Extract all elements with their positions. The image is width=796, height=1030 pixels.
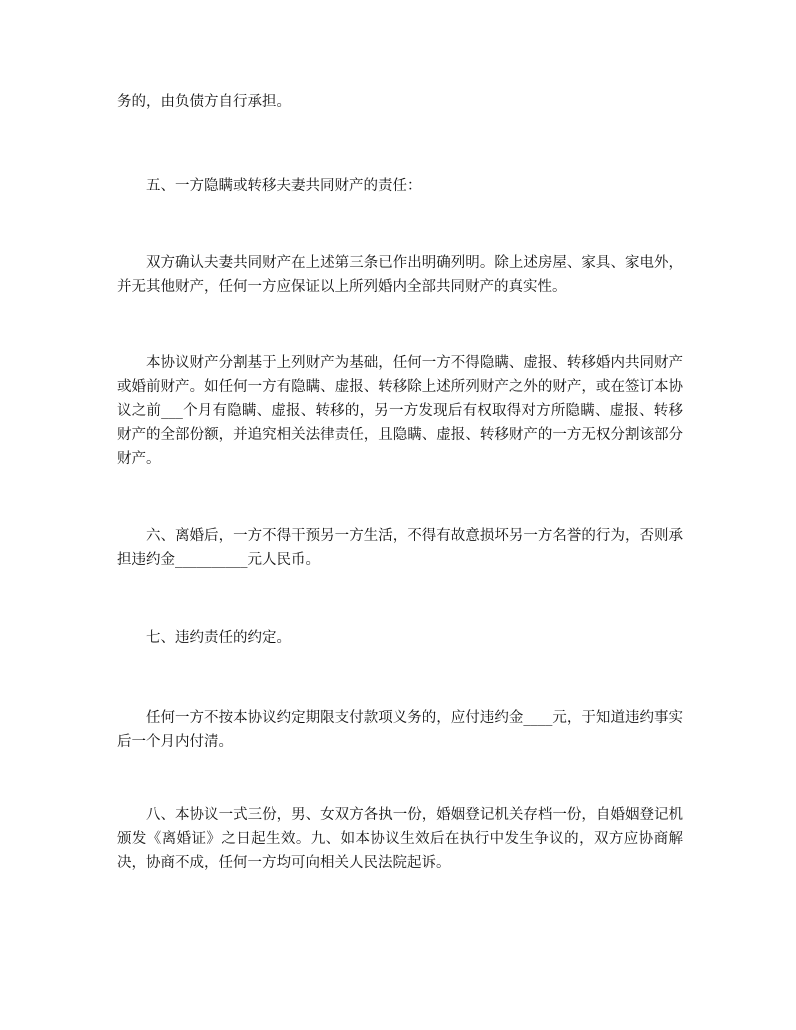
- section-heading-five: 五、一方隐瞒或转移夫妻共同财产的责任：: [146, 178, 422, 194]
- paragraph-penalty-payment: 任何一方不按本协议约定期限支付款项义务的，应付违约金____元，于知道违约事实后一个月内付清。: [117, 710, 683, 750]
- paragraph-continuation: 务的，由负债方自行承担。: [117, 94, 291, 110]
- paragraph-property-confirmation: 双方确认夫妻共同财产在上述第三条已作出明确列明。除上述房屋、家具、家电外，并无其他财产，任何一方应保证以上所列婚内全部共同财产的真实性。: [117, 255, 683, 295]
- paragraph-property-division: 本协议财产分割基于上列财产为基础，任何一方不得隐瞒、虚报、转移婚内共同财产或婚前财产。如任何一方有隐瞒、虚报、转移除上述所列财产之外的财产，或在签订本协议之前___个月有隐瞒、虚报、转移的，另一方发现后有权取得对方所隐瞒、虚报、转移财产的全部份额，并追究相关法律责任，且隐瞒、虚报、转移财产的一方无权分割该部分财产。: [117, 355, 683, 467]
- section-heading-seven: 七、违约责任的约定。: [146, 630, 291, 646]
- section-six-non-interference: 六、离婚后，一方不得干预另一方生活，不得有故意损坏另一方名誉的行为，否则承担违约金__________元人民币。: [117, 528, 683, 568]
- section-eight-nine-copies-disputes: 八、本协议一式三份，男、女双方各执一份，婚姻登记机关存档一份，自婚姻登记机颁发《离婚证》之日起生效。九、如本协议生效后在执行中发生争议的，双方应协商解决，协商不成，任何一方均可向相关人民法院起诉。: [117, 807, 683, 871]
